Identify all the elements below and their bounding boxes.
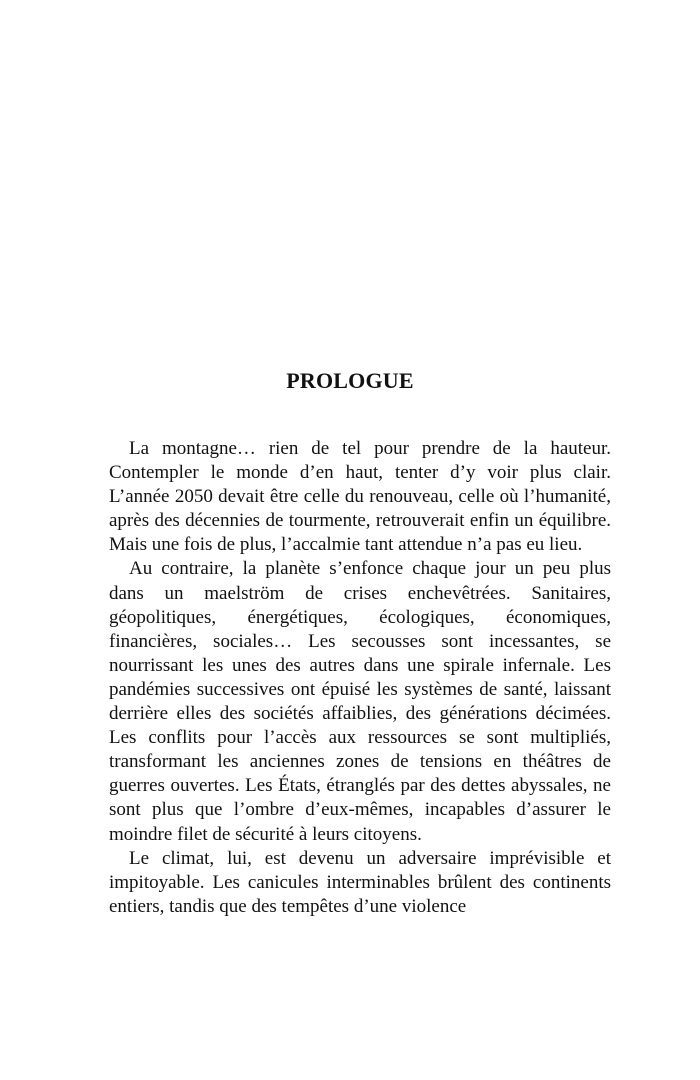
paragraph: Au contraire, la planète s’enfonce chaque jour un peu plus dans un maelström de crises enchevêtrées. Sanitaires, géopolitiques, énergétiques, écologiques, économiques, financières, sociales… Les secousses sont incessantes, se nourrissant les unes des autres dans une spirale infernale. Les pandémies successives ont épuisé les systèmes de santé, laissant derrière elles des sociétés affaiblies, des générations décimées. Les conflits pour l’accès aux ressources se sont multipliés, transformant les anciennes zones de tensions en théâtres de guerres ouvertes. Les États, étranglés par des dettes abyssales, ne sont plus que l’ombre d’eux-mêmes, incapables d’assurer le moindre filet de sécurité à leurs citoyens.: [109, 558, 611, 845]
chapter-title: PROLOGUE: [286, 368, 414, 393]
chapter-body: [109, 437, 611, 919]
paragraph: La montagne… rien de tel pour prendre de la hauteur. Contempler le monde d’en haut, tenter d’y voir plus clair. L’année 2050 devait être celle du renouveau, celle où l’humanité, après des décennies de tourmente, retrouverait enfin un équilibre. Mais une fois de plus, l’accalmie tant attendue n’a pas eu lieu.: [109, 438, 611, 556]
paragraph: Le climat, lui, est devenu un adversaire imprévisible et impitoyable. Les canicules interminables brûlent des continents entiers, tandis que des tempêtes d’une violence: [109, 847, 611, 917]
